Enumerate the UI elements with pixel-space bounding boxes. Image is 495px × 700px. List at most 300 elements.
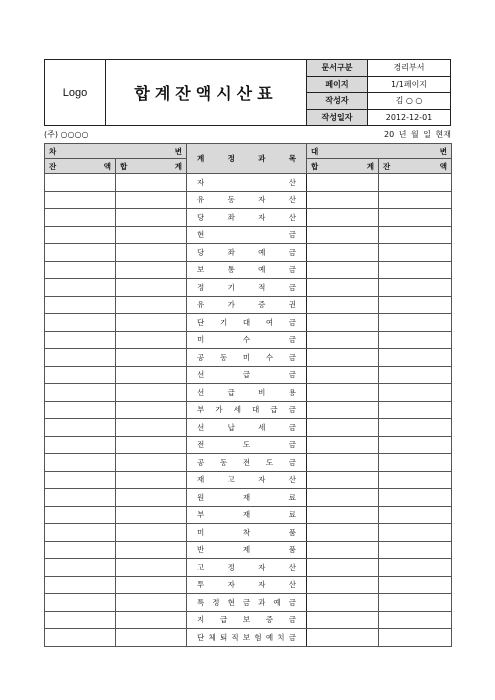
header-char: 과 (258, 597, 266, 607)
account-name (187, 524, 307, 542)
header-char: 예 (258, 265, 266, 275)
header-char: 반 (197, 545, 205, 555)
header-char: 미 (197, 335, 205, 345)
table-row (45, 489, 452, 507)
debit-balance-cell[interactable] (45, 454, 116, 472)
debit-balance-cell[interactable] (45, 401, 116, 419)
header-char: 금 (288, 352, 296, 362)
account-name (187, 174, 307, 192)
account-name (187, 559, 307, 577)
header-char: 퇴 (219, 632, 228, 642)
credit-total-cell[interactable] (307, 506, 379, 524)
header-char: 좌 (227, 247, 235, 257)
header-char: 유 (197, 195, 205, 205)
header-char: 자 (258, 562, 266, 572)
header-char: 급 (219, 615, 228, 625)
header-char: 증 (258, 300, 266, 310)
credit-total-cell[interactable] (307, 524, 379, 542)
debit-total-cell[interactable] (116, 576, 187, 594)
debit-balance-cell[interactable] (45, 366, 116, 384)
account-name (187, 629, 307, 647)
header-char: 가 (227, 300, 235, 310)
credit-balance-cell[interactable] (379, 541, 452, 559)
account-name (187, 331, 307, 349)
header-char: 공 (197, 352, 205, 362)
credit-total-cell[interactable] (307, 559, 379, 577)
meta-value: 2012-12-01 (385, 112, 433, 122)
debit-total-cell[interactable] (116, 611, 187, 629)
header-char: 미 (197, 527, 205, 537)
header-char: 재 (242, 492, 251, 502)
debit-balance-cell[interactable] (45, 174, 116, 192)
header-char: 자 (258, 212, 266, 222)
table-row (45, 314, 452, 332)
header-char: 금 (288, 457, 296, 467)
header-char: 부 (197, 510, 205, 520)
credit-balance-cell[interactable] (379, 559, 452, 577)
credit-balance-cell[interactable] (379, 489, 452, 507)
credit-total-cell[interactable] (307, 436, 379, 454)
account-name (187, 489, 307, 507)
header-char: 합 (120, 161, 128, 171)
header-char: 납 (227, 422, 235, 432)
table-row (45, 419, 452, 437)
credit-total-cell[interactable] (307, 331, 379, 349)
header-char: 차 (49, 146, 57, 156)
debit-balance-cell[interactable] (45, 489, 116, 507)
credit-total-cell[interactable] (307, 541, 379, 559)
company-name: (주) ○○○○ (44, 130, 89, 139)
debit-balance-cell[interactable] (45, 279, 116, 297)
header-char: 금 (288, 230, 296, 240)
credit-balance-cell[interactable] (379, 454, 452, 472)
account-name (187, 279, 307, 297)
header-char: 잔 (383, 161, 391, 171)
credit-total-cell[interactable] (307, 401, 379, 419)
credit-total-header (307, 159, 379, 174)
debit-total-cell[interactable] (116, 419, 187, 437)
account-name (187, 506, 307, 524)
header-char: 계 (366, 161, 374, 171)
credit-balance-cell[interactable] (379, 506, 452, 524)
account-name (187, 366, 307, 384)
header-char: 자 (197, 177, 205, 187)
header-char: 부 (197, 405, 205, 415)
table-row (45, 559, 452, 577)
header-char: 좌 (227, 212, 235, 222)
table-row (45, 384, 452, 402)
account-name (187, 436, 307, 454)
header-char: 착 (242, 527, 251, 537)
table-row (45, 506, 452, 524)
credit-total-cell[interactable] (307, 594, 379, 612)
header-char: 품 (288, 527, 296, 537)
credit-total-cell[interactable] (307, 471, 379, 489)
header-char: 보 (197, 265, 205, 275)
header-char: 자 (258, 475, 266, 485)
account-name (187, 296, 307, 314)
table-row (45, 541, 452, 559)
credit-total-cell[interactable] (307, 629, 379, 647)
header-char: 동 (227, 195, 235, 205)
header-char: 예 (265, 632, 274, 642)
debit-total-cell[interactable] (116, 629, 187, 647)
header-char: 잔 (49, 161, 57, 171)
header-char: 급 (242, 370, 251, 380)
debit-total-cell[interactable] (116, 314, 187, 332)
header-char: 험 (254, 632, 262, 642)
table-row (45, 349, 452, 367)
account-name (187, 401, 307, 419)
credit-balance-cell[interactable] (379, 436, 452, 454)
debit-total-cell[interactable] (116, 331, 187, 349)
credit-balance-cell[interactable] (379, 629, 452, 647)
header-char: 미 (242, 352, 251, 362)
header-char: 원 (197, 492, 205, 502)
header-char: 금 (288, 597, 296, 607)
credit-balance-cell[interactable] (379, 191, 452, 209)
debit-balance-cell[interactable] (45, 384, 116, 402)
header-char: 선 (197, 370, 205, 380)
debit-balance-cell[interactable] (45, 191, 116, 209)
header-char: 수 (265, 352, 274, 362)
account-name (187, 471, 307, 489)
header-char: 금 (288, 247, 296, 257)
debit-header (45, 144, 187, 159)
header-char: 대 (242, 317, 251, 327)
account-name (187, 419, 307, 437)
credit-balance-cell[interactable] (379, 419, 452, 437)
header-char: 목 (288, 154, 296, 163)
header-char: 금 (288, 317, 296, 327)
header-char: 합 (311, 161, 319, 171)
account-name (187, 244, 307, 262)
table-row (45, 261, 452, 279)
debit-balance-cell[interactable] (45, 471, 116, 489)
meta-row (307, 60, 450, 77)
debit-total-cell[interactable] (116, 349, 187, 367)
debit-balance-cell[interactable] (45, 209, 116, 227)
debit-total-cell[interactable] (116, 244, 187, 262)
debit-balance-cell[interactable] (45, 419, 116, 437)
table-row (45, 594, 452, 612)
credit-total-cell[interactable] (307, 296, 379, 314)
as-of-date: 20 년 월 일 현재 (384, 130, 451, 139)
header-char: 액 (103, 161, 111, 171)
header-char: 대 (252, 405, 260, 415)
header-char: 예 (258, 247, 266, 257)
credit-balance-cell[interactable] (379, 401, 452, 419)
header-char: 예 (273, 597, 281, 607)
account-name (187, 384, 307, 402)
debit-balance-cell[interactable] (45, 244, 116, 262)
header-char: 체 (208, 632, 216, 642)
header-char: 재 (197, 475, 205, 485)
debit-balance-cell[interactable] (45, 611, 116, 629)
header-char: 대 (311, 146, 319, 156)
debit-balance-cell[interactable] (45, 314, 116, 332)
header-char: 기 (227, 282, 235, 292)
debit-total-cell[interactable] (116, 261, 187, 279)
credit-total-cell[interactable] (307, 576, 379, 594)
table-row (45, 454, 452, 472)
header-char: 세 (258, 422, 266, 432)
header-char: 단 (197, 632, 205, 642)
header-char: 보 (242, 632, 251, 642)
table-row (45, 244, 452, 262)
credit-header (307, 144, 452, 159)
header-char: 료 (288, 492, 296, 502)
trial-balance-table (44, 143, 452, 647)
header-char: 권 (288, 300, 296, 310)
header-char: 당 (197, 247, 205, 257)
header-char: 비 (258, 387, 266, 397)
account-name (187, 349, 307, 367)
credit-balance-cell[interactable] (379, 296, 452, 314)
header-char: 직 (231, 632, 239, 642)
document-title: 합계잔액시산표 (106, 60, 307, 125)
debit-balance-cell[interactable] (45, 541, 116, 559)
header-char: 전 (197, 440, 205, 450)
meta-value: 김 ○ ○ (395, 96, 423, 106)
meta-row (307, 77, 450, 94)
credit-total-cell[interactable] (307, 226, 379, 244)
header-char: 증 (265, 615, 274, 625)
header-char: 변 (174, 146, 182, 156)
header-char: 급 (227, 387, 235, 397)
header-char: 산 (288, 580, 296, 590)
header-char: 통 (227, 265, 235, 275)
header-char: 계 (197, 154, 205, 163)
credit-total-cell[interactable] (307, 611, 379, 629)
debit-balance-cell[interactable] (45, 226, 116, 244)
header-char: 산 (288, 177, 296, 187)
table-row (45, 209, 452, 227)
account-name (187, 541, 307, 559)
header-char: 도 (242, 440, 251, 450)
meta-row (307, 93, 450, 110)
header-char: 고 (227, 475, 235, 485)
header-char: 액 (439, 161, 447, 171)
credit-total-cell[interactable] (307, 279, 379, 297)
header-char: 투 (197, 580, 205, 590)
logo: Logo (45, 60, 106, 125)
table-row (45, 629, 452, 647)
header-char: 금 (242, 597, 251, 607)
header-char: 정 (212, 597, 220, 607)
header-char: 당 (197, 212, 205, 222)
credit-balance-cell[interactable] (379, 366, 452, 384)
header-char: 품 (288, 545, 296, 555)
debit-total-cell[interactable] (116, 279, 187, 297)
header-char: 선 (197, 422, 205, 432)
credit-total-cell[interactable] (307, 261, 379, 279)
header-char: 가 (215, 405, 223, 415)
debit-balance-cell[interactable] (45, 331, 116, 349)
header-char: 공 (197, 457, 205, 467)
header-char: 산 (288, 562, 296, 572)
debit-total-cell[interactable] (116, 296, 187, 314)
debit-total-cell[interactable] (116, 541, 187, 559)
credit-balance-cell[interactable] (379, 349, 452, 367)
credit-total-cell[interactable] (307, 489, 379, 507)
header-char: 수 (242, 335, 251, 345)
debit-total-cell[interactable] (116, 226, 187, 244)
credit-balance-cell[interactable] (379, 611, 452, 629)
table-row (45, 296, 452, 314)
header-char: 과 (258, 154, 266, 163)
account-name (187, 226, 307, 244)
debit-balance-cell[interactable] (45, 594, 116, 612)
meta-table (307, 60, 450, 125)
credit-total-cell[interactable] (307, 349, 379, 367)
header-char: 특 (197, 597, 205, 607)
header-char: 금 (288, 282, 296, 292)
debit-total-cell[interactable] (116, 489, 187, 507)
debit-balance-cell[interactable] (45, 576, 116, 594)
table-row (45, 174, 452, 192)
debit-total-cell[interactable] (116, 559, 187, 577)
table-row (45, 611, 452, 629)
account-name (187, 594, 307, 612)
header-char: 정 (227, 562, 235, 572)
credit-balance-cell[interactable] (379, 331, 452, 349)
credit-balance-cell[interactable] (379, 209, 452, 227)
header-char: 고 (197, 562, 205, 572)
header-char: 현 (197, 230, 205, 240)
debit-total-cell[interactable] (116, 384, 187, 402)
credit-balance-cell[interactable] (379, 594, 452, 612)
credit-balance-cell[interactable] (379, 576, 452, 594)
debit-total-cell[interactable] (116, 209, 187, 227)
header-char: 세 (233, 405, 241, 415)
meta-key: 문서구분 (307, 60, 368, 76)
header-char: 단 (197, 317, 205, 327)
debit-total-cell[interactable] (116, 594, 187, 612)
credit-total-cell[interactable] (307, 244, 379, 262)
debit-balance-cell[interactable] (45, 296, 116, 314)
header-char: 기 (219, 317, 228, 327)
table-row (45, 576, 452, 594)
header-char: 동 (219, 457, 228, 467)
header-char: 도 (265, 457, 274, 467)
header-char: 료 (288, 510, 296, 520)
header-char: 금 (288, 440, 296, 450)
debit-total-cell[interactable] (116, 436, 187, 454)
debit-total-cell[interactable] (116, 506, 187, 524)
debit-balance-cell[interactable] (45, 349, 116, 367)
header-char: 적 (258, 282, 266, 292)
meta-row (307, 110, 450, 126)
credit-total-cell[interactable] (307, 454, 379, 472)
table-row (45, 191, 452, 209)
meta-value: 경리부서 (393, 63, 425, 73)
debit-balance-cell[interactable] (45, 524, 116, 542)
credit-balance-cell[interactable] (379, 226, 452, 244)
debit-total-header (116, 159, 187, 174)
header-char: 보 (242, 615, 251, 625)
header-char: 산 (288, 195, 296, 205)
header-char: 용 (288, 387, 296, 397)
meta-key: 페이지 (307, 77, 368, 93)
header-char: 여 (265, 317, 274, 327)
table-row (45, 279, 452, 297)
account-name (187, 576, 307, 594)
header-char: 금 (288, 422, 296, 432)
header-char: 정 (227, 154, 235, 163)
credit-balance-cell[interactable] (379, 524, 452, 542)
debit-total-cell[interactable] (116, 524, 187, 542)
header-char: 산 (288, 212, 296, 222)
header-char: 동 (219, 352, 228, 362)
debit-balance-header (45, 159, 116, 174)
header-char: 금 (288, 405, 296, 415)
account-name (187, 209, 307, 227)
credit-total-cell[interactable] (307, 384, 379, 402)
credit-total-cell[interactable] (307, 191, 379, 209)
debit-total-cell[interactable] (116, 471, 187, 489)
debit-balance-cell[interactable] (45, 629, 116, 647)
header-char: 계 (174, 161, 182, 171)
document-header (44, 59, 451, 126)
debit-total-cell[interactable] (116, 366, 187, 384)
header-char: 치 (277, 632, 285, 642)
account-name (187, 191, 307, 209)
table-row (45, 366, 452, 384)
credit-balance-cell[interactable] (379, 471, 452, 489)
table-row (45, 524, 452, 542)
debit-total-cell[interactable] (116, 401, 187, 419)
debit-balance-cell[interactable] (45, 436, 116, 454)
header-char: 금 (288, 265, 296, 275)
credit-balance-cell[interactable] (379, 244, 452, 262)
header-char: 산 (288, 475, 296, 485)
header-char: 금 (288, 632, 296, 642)
debit-total-cell[interactable] (116, 454, 187, 472)
header-char: 유 (197, 300, 205, 310)
header-char: 급 (270, 405, 278, 415)
account-header (187, 144, 307, 174)
credit-total-cell[interactable] (307, 419, 379, 437)
table-row (45, 471, 452, 489)
credit-total-cell[interactable] (307, 174, 379, 192)
header-char: 금 (288, 370, 296, 380)
debit-balance-cell[interactable] (45, 261, 116, 279)
header-char: 지 (197, 615, 205, 625)
meta-key: 작성일자 (307, 110, 368, 126)
account-name (187, 454, 307, 472)
credit-balance-cell[interactable] (379, 384, 452, 402)
header-char: 재 (242, 510, 251, 520)
credit-balance-cell[interactable] (379, 279, 452, 297)
credit-balance-cell[interactable] (379, 314, 452, 332)
header-char: 전 (242, 457, 251, 467)
credit-total-cell[interactable] (307, 209, 379, 227)
debit-total-cell[interactable] (116, 174, 187, 192)
credit-total-cell[interactable] (307, 366, 379, 384)
header-char: 금 (288, 335, 296, 345)
account-name (187, 611, 307, 629)
table-row (45, 401, 452, 419)
header-char: 변 (439, 146, 447, 156)
credit-total-cell[interactable] (307, 314, 379, 332)
debit-balance-cell[interactable] (45, 506, 116, 524)
debit-total-cell[interactable] (116, 191, 187, 209)
credit-balance-cell[interactable] (379, 261, 452, 279)
table-row (45, 436, 452, 454)
debit-balance-cell[interactable] (45, 559, 116, 577)
credit-balance-cell[interactable] (379, 174, 452, 192)
